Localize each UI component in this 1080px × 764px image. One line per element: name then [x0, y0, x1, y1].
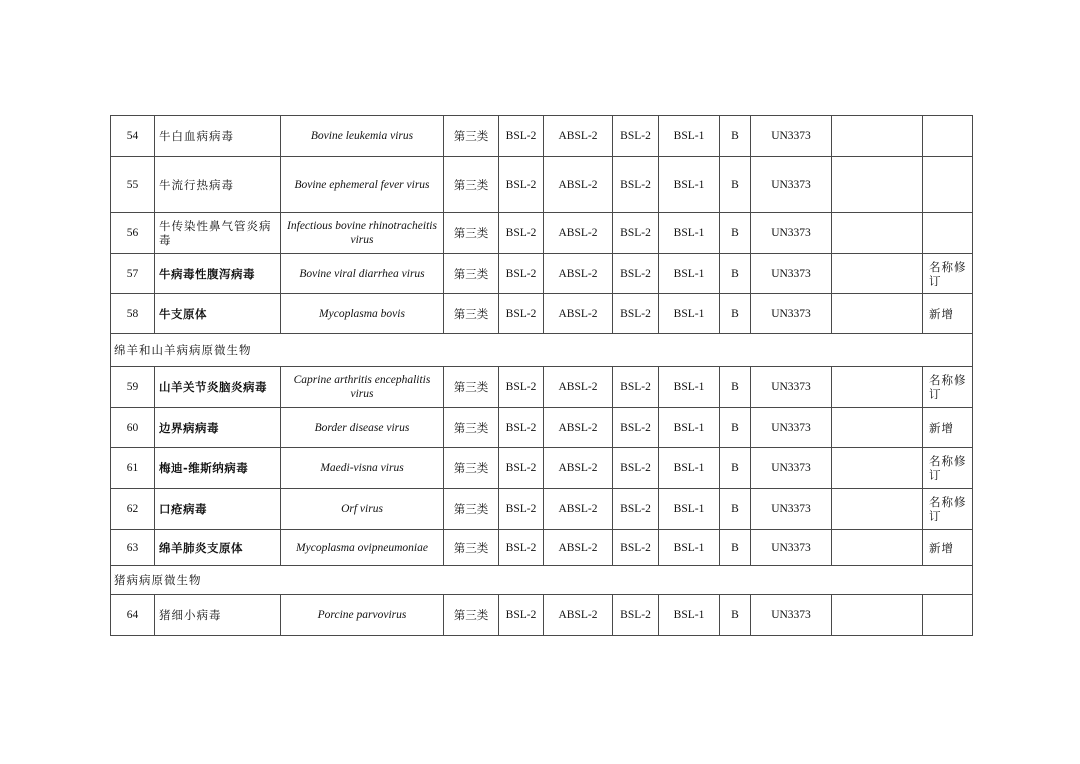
remark-cell: 名称修订: [923, 489, 973, 530]
blank-cell: [832, 116, 923, 157]
un-number-cell: UN3373: [751, 367, 832, 408]
pathogen-row: [111, 294, 973, 334]
chinese-name-cell: 牛流行热病毒: [155, 157, 281, 213]
blank-cell: [832, 408, 923, 448]
un-number-cell: UN3373: [751, 489, 832, 530]
scientific-name-cell: Border disease virus: [281, 408, 444, 448]
pathogen-row: [111, 254, 973, 294]
transport-category-cell: B: [720, 254, 751, 294]
chinese-name-cell: 牛支原体: [155, 294, 281, 334]
inactivated-material-level-cell: BSL-1: [659, 116, 720, 157]
remark-cell: [923, 595, 973, 636]
remark-cell: 新增: [923, 408, 973, 448]
chinese-name-cell: 口疮病毒: [155, 489, 281, 530]
remark-cell: [923, 157, 973, 213]
section-title: 绵羊和山羊病病原微生物: [111, 334, 973, 367]
lab-level-cell: BSL-2: [499, 408, 544, 448]
un-number-cell: UN3373: [751, 294, 832, 334]
small-sample-level-cell: BSL-2: [613, 595, 659, 636]
inactivated-material-level-cell: BSL-1: [659, 213, 720, 254]
pathogen-row: [111, 116, 973, 157]
transport-category-cell: B: [720, 367, 751, 408]
animal-lab-level-cell: ABSL-2: [544, 367, 613, 408]
hazard-class-cell: 第三类: [444, 157, 499, 213]
remark-cell: 新增: [923, 530, 973, 566]
pathogen-row: [111, 595, 973, 636]
scientific-name-cell: Caprine arthritis encephalitis virus: [281, 367, 444, 408]
un-number-cell: UN3373: [751, 408, 832, 448]
transport-category-cell: B: [720, 530, 751, 566]
scientific-name-cell: Maedi-visna virus: [281, 448, 444, 489]
lab-level-cell: BSL-2: [499, 213, 544, 254]
hazard-class-cell: 第三类: [444, 254, 499, 294]
hazard-class-cell: 第三类: [444, 408, 499, 448]
row-number-cell: 54: [111, 116, 155, 157]
un-number-cell: UN3373: [751, 530, 832, 566]
inactivated-material-level-cell: BSL-1: [659, 448, 720, 489]
lab-level-cell: BSL-2: [499, 254, 544, 294]
chinese-name-cell: 绵羊肺炎支原体: [155, 530, 281, 566]
remark-cell: [923, 116, 973, 157]
lab-level-cell: BSL-2: [499, 530, 544, 566]
small-sample-level-cell: BSL-2: [613, 294, 659, 334]
row-number-cell: 59: [111, 367, 155, 408]
row-number-cell: 56: [111, 213, 155, 254]
hazard-class-cell: 第三类: [444, 294, 499, 334]
pathogen-row: [111, 408, 973, 448]
transport-category-cell: B: [720, 213, 751, 254]
lab-level-cell: BSL-2: [499, 489, 544, 530]
chinese-name-cell: 猪细小病毒: [155, 595, 281, 636]
pathogen-table: [110, 115, 973, 636]
chinese-name-cell: 边界病病毒: [155, 408, 281, 448]
animal-lab-level-cell: ABSL-2: [544, 116, 613, 157]
lab-level-cell: BSL-2: [499, 116, 544, 157]
blank-cell: [832, 213, 923, 254]
row-number-cell: 58: [111, 294, 155, 334]
section-header-row: [111, 566, 973, 595]
small-sample-level-cell: BSL-2: [613, 157, 659, 213]
inactivated-material-level-cell: BSL-1: [659, 530, 720, 566]
small-sample-level-cell: BSL-2: [613, 489, 659, 530]
scientific-name-cell: Porcine parvovirus: [281, 595, 444, 636]
hazard-class-cell: 第三类: [444, 367, 499, 408]
transport-category-cell: B: [720, 116, 751, 157]
inactivated-material-level-cell: BSL-1: [659, 489, 720, 530]
pathogen-row: [111, 448, 973, 489]
hazard-class-cell: 第三类: [444, 213, 499, 254]
animal-lab-level-cell: ABSL-2: [544, 530, 613, 566]
row-number-cell: 55: [111, 157, 155, 213]
pathogen-row: [111, 530, 973, 566]
animal-lab-level-cell: ABSL-2: [544, 595, 613, 636]
pathogen-row: [111, 367, 973, 408]
chinese-name-cell: 山羊关节炎脑炎病毒: [155, 367, 281, 408]
lab-level-cell: BSL-2: [499, 157, 544, 213]
row-number-cell: 62: [111, 489, 155, 530]
inactivated-material-level-cell: BSL-1: [659, 408, 720, 448]
small-sample-level-cell: BSL-2: [613, 367, 659, 408]
transport-category-cell: B: [720, 157, 751, 213]
small-sample-level-cell: BSL-2: [613, 408, 659, 448]
inactivated-material-level-cell: BSL-1: [659, 294, 720, 334]
transport-category-cell: B: [720, 408, 751, 448]
lab-level-cell: BSL-2: [499, 595, 544, 636]
remark-cell: 名称修订: [923, 254, 973, 294]
pathogen-row: [111, 489, 973, 530]
lab-level-cell: BSL-2: [499, 448, 544, 489]
chinese-name-cell: 牛病毒性腹泻病毒: [155, 254, 281, 294]
chinese-name-cell: 梅迪-维斯纳病毒: [155, 448, 281, 489]
row-number-cell: 64: [111, 595, 155, 636]
hazard-class-cell: 第三类: [444, 595, 499, 636]
small-sample-level-cell: BSL-2: [613, 254, 659, 294]
pathogen-row: [111, 157, 973, 213]
remark-cell: 名称修订: [923, 367, 973, 408]
un-number-cell: UN3373: [751, 448, 832, 489]
scientific-name-cell: Orf virus: [281, 489, 444, 530]
scientific-name-cell: Mycoplasma ovipneumoniae: [281, 530, 444, 566]
scientific-name-cell: Bovine viral diarrhea virus: [281, 254, 444, 294]
blank-cell: [832, 367, 923, 408]
remark-cell: 新增: [923, 294, 973, 334]
chinese-name-cell: 牛白血病病毒: [155, 116, 281, 157]
transport-category-cell: B: [720, 595, 751, 636]
inactivated-material-level-cell: BSL-1: [659, 595, 720, 636]
inactivated-material-level-cell: BSL-1: [659, 254, 720, 294]
scientific-name-cell: Bovine ephemeral fever virus: [281, 157, 444, 213]
section-title: 猪病病原微生物: [111, 566, 973, 595]
un-number-cell: UN3373: [751, 595, 832, 636]
row-number-cell: 57: [111, 254, 155, 294]
animal-lab-level-cell: ABSL-2: [544, 254, 613, 294]
scientific-name-cell: Mycoplasma bovis: [281, 294, 444, 334]
scientific-name-cell: Infectious bovine rhinotracheitis virus: [281, 213, 444, 254]
hazard-class-cell: 第三类: [444, 448, 499, 489]
hazard-class-cell: 第三类: [444, 116, 499, 157]
animal-lab-level-cell: ABSL-2: [544, 448, 613, 489]
small-sample-level-cell: BSL-2: [613, 116, 659, 157]
section-header-row: [111, 334, 973, 367]
small-sample-level-cell: BSL-2: [613, 530, 659, 566]
animal-lab-level-cell: ABSL-2: [544, 213, 613, 254]
lab-level-cell: BSL-2: [499, 294, 544, 334]
row-number-cell: 63: [111, 530, 155, 566]
hazard-class-cell: 第三类: [444, 489, 499, 530]
hazard-class-cell: 第三类: [444, 530, 499, 566]
small-sample-level-cell: BSL-2: [613, 213, 659, 254]
blank-cell: [832, 595, 923, 636]
animal-lab-level-cell: ABSL-2: [544, 294, 613, 334]
remark-cell: 名称修订: [923, 448, 973, 489]
blank-cell: [832, 157, 923, 213]
blank-cell: [832, 489, 923, 530]
scientific-name-cell: Bovine leukemia virus: [281, 116, 444, 157]
chinese-name-cell: 牛传染性鼻气管炎病毒: [155, 213, 281, 254]
transport-category-cell: B: [720, 448, 751, 489]
remark-cell: [923, 213, 973, 254]
row-number-cell: 60: [111, 408, 155, 448]
blank-cell: [832, 254, 923, 294]
un-number-cell: UN3373: [751, 116, 832, 157]
small-sample-level-cell: BSL-2: [613, 448, 659, 489]
row-number-cell: 61: [111, 448, 155, 489]
pathogen-row: [111, 213, 973, 254]
inactivated-material-level-cell: BSL-1: [659, 367, 720, 408]
transport-category-cell: B: [720, 489, 751, 530]
lab-level-cell: BSL-2: [499, 367, 544, 408]
animal-lab-level-cell: ABSL-2: [544, 489, 613, 530]
inactivated-material-level-cell: BSL-1: [659, 157, 720, 213]
animal-lab-level-cell: ABSL-2: [544, 157, 613, 213]
blank-cell: [832, 294, 923, 334]
animal-lab-level-cell: ABSL-2: [544, 408, 613, 448]
un-number-cell: UN3373: [751, 213, 832, 254]
un-number-cell: UN3373: [751, 254, 832, 294]
blank-cell: [832, 530, 923, 566]
blank-cell: [832, 448, 923, 489]
un-number-cell: UN3373: [751, 157, 832, 213]
transport-category-cell: B: [720, 294, 751, 334]
